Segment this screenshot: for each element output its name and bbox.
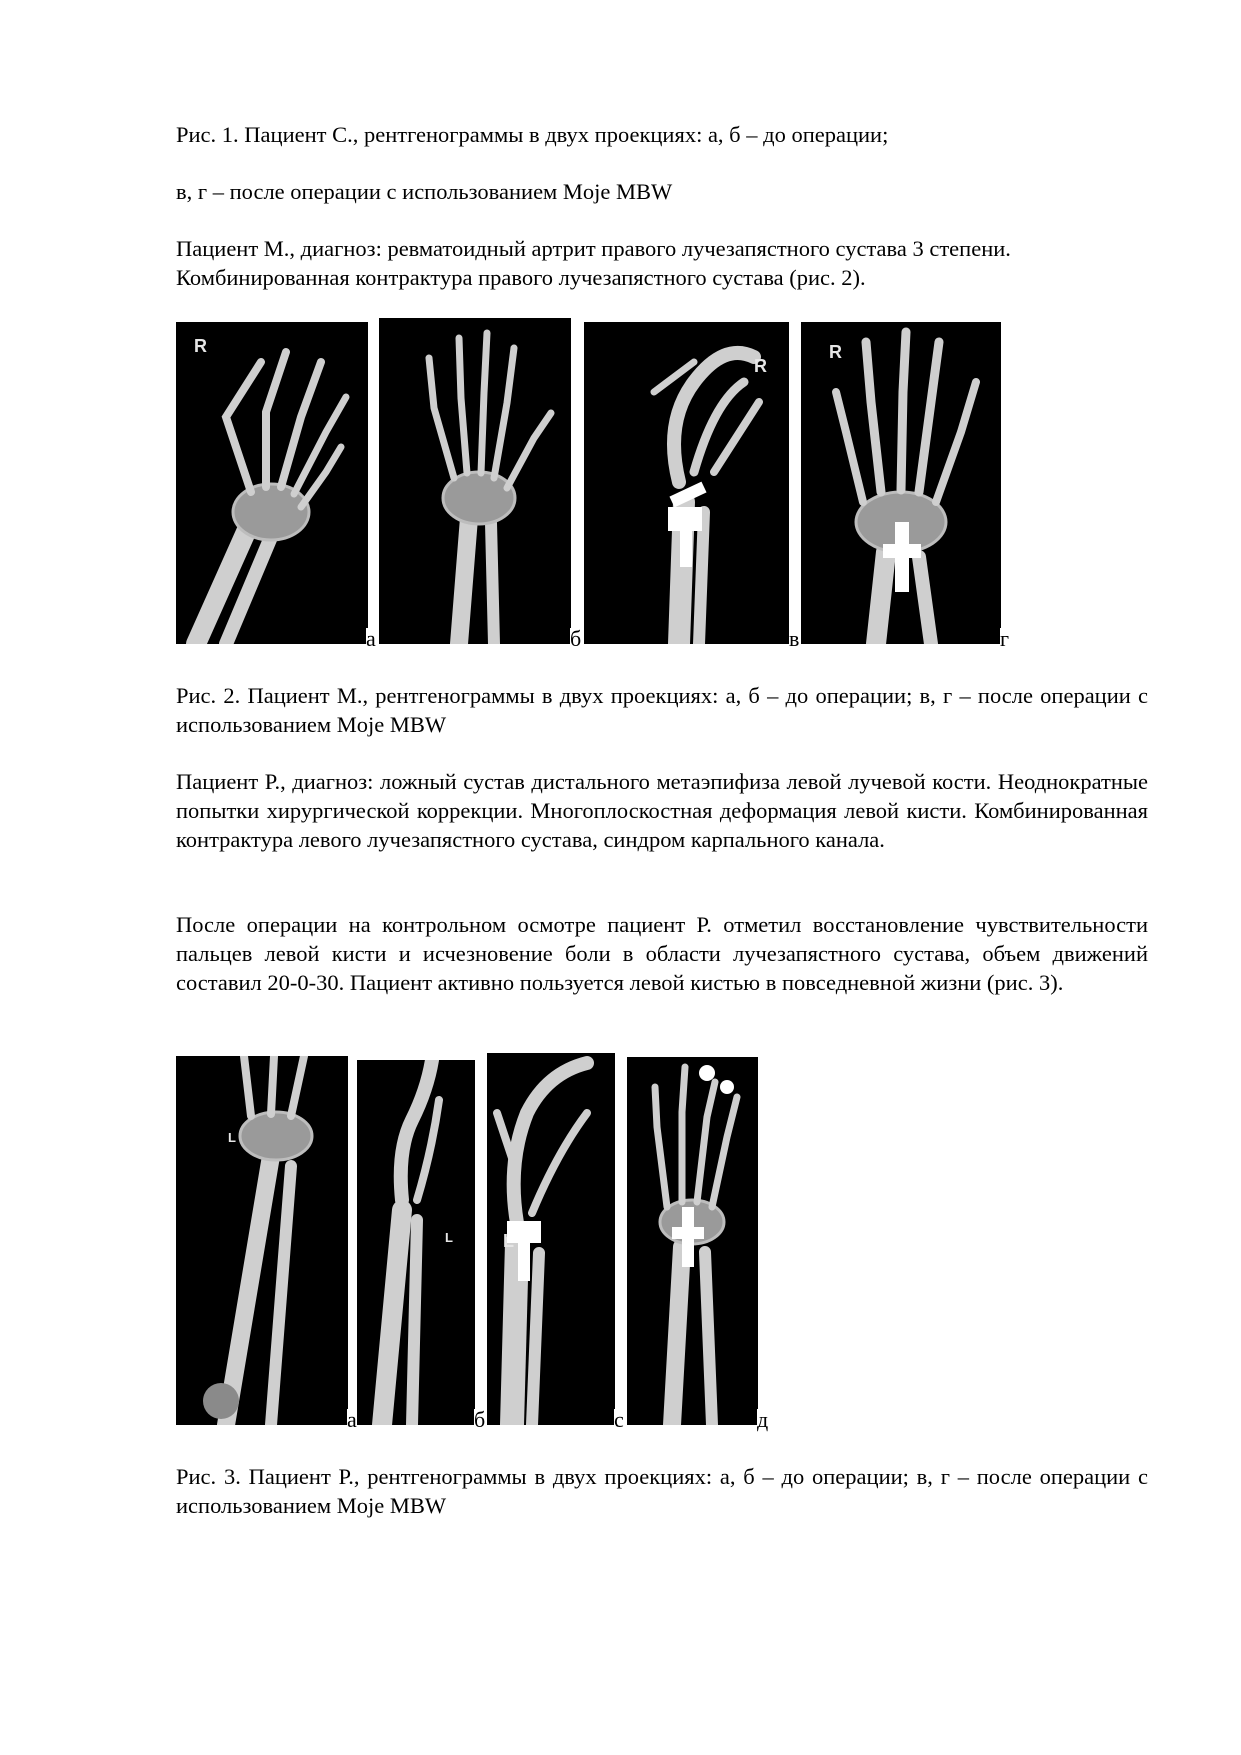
fig2-caption: Рис. 2. Пациент М., рентгенограммы в двух проекциях: а, б – до операции; в, г – после операции с использованием Moje MBW	[176, 683, 1148, 737]
fig3-xray-c	[487, 1053, 615, 1425]
fig2-xray-c	[584, 322, 789, 644]
fig2-xray-a	[176, 322, 368, 644]
fig1-caption-line1: Рис. 1. Пациент С., рентгенограммы в двух проекциях: а, б – до операции;	[176, 122, 889, 147]
fig3-label-c: с	[614, 1407, 624, 1432]
fig2-c-side-marker: R	[754, 356, 767, 376]
fig2-xray-d	[801, 322, 1001, 644]
patient-r-diagnosis: Пациент Р., диагноз: ложный сустав дистального метаэпифиза левой лучевой кости. Неоднократные попытки хирургической коррекции. Многоплоскостная деформация левой кисти. Комбинированная контрактура левого лучезапястного сустава, синдром карпального канала.	[176, 769, 1148, 852]
fig1-caption-line2: в, г – после операции с использованием Moje MBW	[176, 179, 673, 204]
patient-m-line1: Пациент М., диагноз: ревматоидный артрит правого лучезапястного сустава 3 степени.	[176, 236, 1011, 261]
fig3-a-side-marker: L	[228, 1130, 236, 1145]
fig3-xray-d	[627, 1057, 758, 1425]
fig2-xray-b	[379, 318, 571, 644]
fig2-label-c: в	[789, 626, 800, 651]
fig3-label-d: д	[757, 1407, 769, 1432]
fig2-label-d: г	[1000, 626, 1010, 651]
fig2-label-b: б	[570, 626, 582, 651]
fig2-a-side-marker: R	[194, 336, 207, 356]
patient-m-line2: Комбинированная контрактура правого лучезапястного сустава (рис. 2).	[176, 265, 866, 290]
fig3-xray-b	[357, 1060, 475, 1425]
fig3-caption: Рис. 3. Пациент Р., рентгенограммы в двух проекциях: а, б – до операции; в, г – после операции с использованием Moje MBW	[176, 1464, 1148, 1518]
fig3-b-side-marker: L	[445, 1230, 453, 1245]
fig3-xray-a	[176, 1056, 348, 1425]
fig3-label-b: б	[474, 1407, 486, 1432]
fig3-label-a: а	[347, 1407, 357, 1432]
fig2-d-side-marker: R	[829, 342, 842, 362]
fig3-c-side-marker: L	[503, 1231, 514, 1251]
fig2-label-a: а	[366, 626, 376, 651]
patient-r-outcome: После операции на контрольном осмотре пациент Р. отметил восстановление чувствительности пальцев левой кисти и исчезновение боли в области лучезапястного сустава, объем движений составил 20-0-30. Пациент активно пользуется левой кистью в повседневной жизни (рис. 3).	[176, 912, 1148, 995]
